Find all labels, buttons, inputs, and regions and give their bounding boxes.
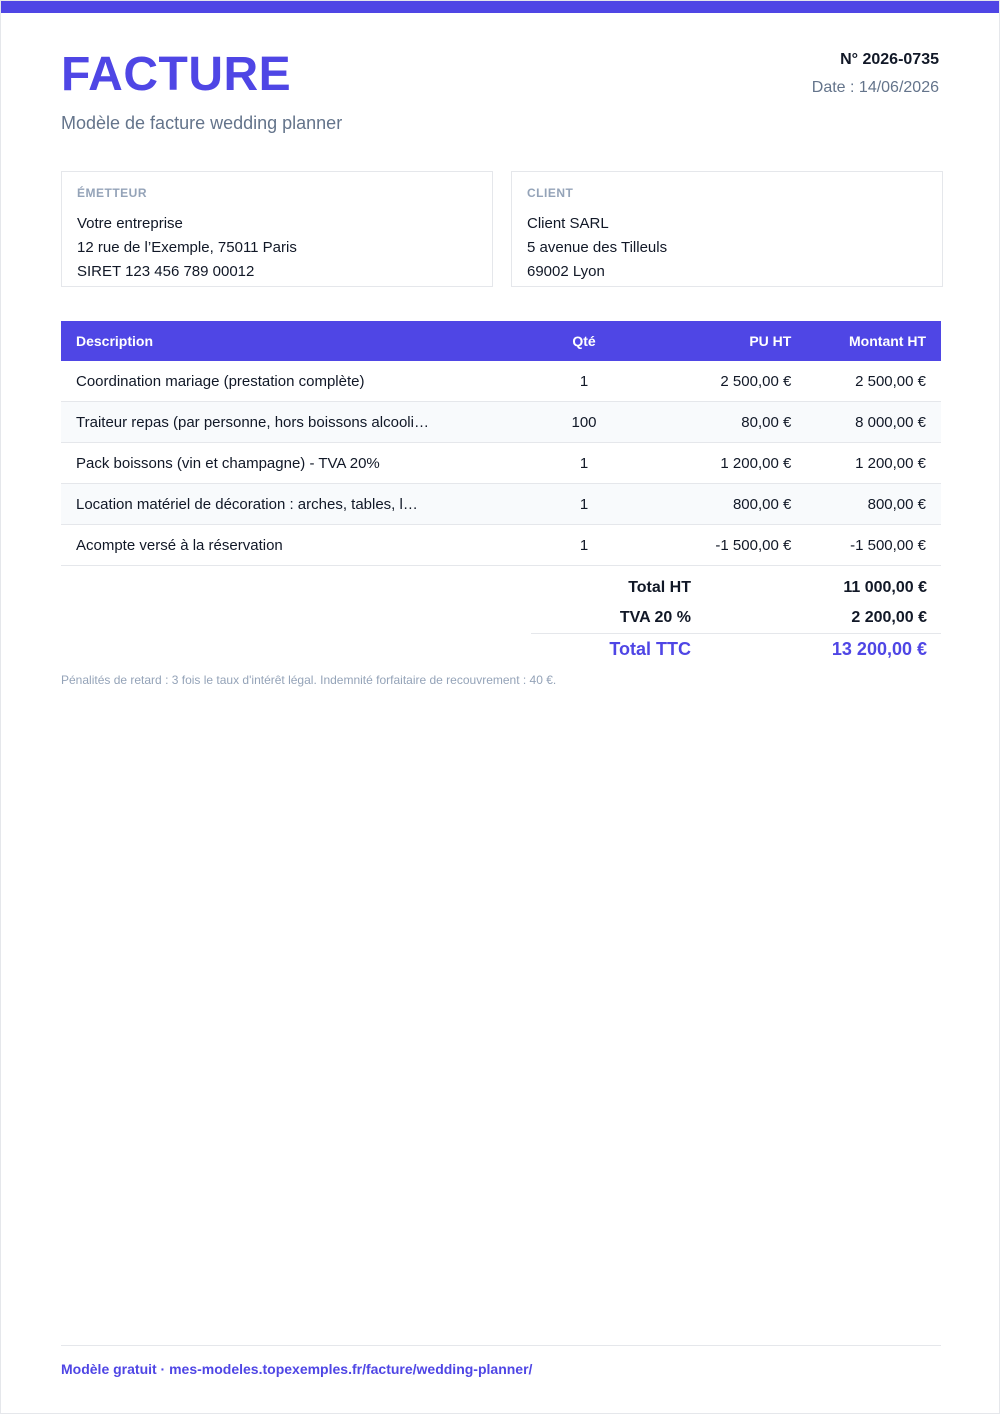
late-penalty-note: Pénalités de retard : 3 fois le taux d'intérêt légal. Indemnité forfaitaire de recouvrement : 40 €. — [61, 673, 557, 687]
row-unit-price: 800,00 € — [645, 484, 806, 525]
header-qty: Qté — [572, 333, 596, 349]
tva-value: 2 200,00 € — [851, 609, 927, 626]
items-table — [61, 321, 941, 566]
table-row — [61, 361, 941, 402]
total-ht-row — [531, 573, 941, 603]
header-amount: Montant HT — [849, 333, 926, 349]
table-header-row — [61, 321, 941, 361]
client-label: CLIENT — [527, 186, 574, 200]
row-unit-price: 1 200,00 € — [645, 443, 806, 484]
row-unit-price: -1 500,00 € — [645, 525, 806, 566]
top-accent-bar — [1, 1, 999, 13]
row-unit-price: 80,00 € — [645, 402, 806, 443]
table-row — [61, 402, 941, 443]
total-ht-label: Total HT — [628, 579, 691, 596]
tva-label: TVA 20 % — [619, 609, 691, 626]
issuer-label: ÉMETTEUR — [77, 186, 147, 200]
row-description: Location matériel de décoration : arches, tables, l… — [76, 495, 418, 513]
client-name: Client SARL — [527, 215, 609, 232]
invoice-meta — [812, 51, 939, 97]
table-row — [61, 525, 941, 566]
issuer-siret: SIRET 123 456 789 00012 — [77, 263, 255, 280]
invoice-date: Date : 14/06/2026 — [811, 79, 939, 96]
row-unit-price: 2 500,00 € — [645, 361, 806, 402]
total-ht-value: 11 000,00 € — [843, 579, 927, 596]
row-amount: -1 500,00 € — [806, 525, 941, 566]
table-row — [61, 443, 941, 484]
table-row — [61, 484, 941, 525]
issuer-box — [61, 171, 493, 287]
invoice-title: FACTURE — [61, 48, 292, 101]
row-description: Traiteur repas (par personne, hors boissons alcooli… — [76, 413, 429, 431]
row-qty: 1 — [523, 361, 646, 402]
row-qty: 1 — [523, 525, 646, 566]
total-ttc-row — [531, 633, 941, 664]
client-street: 5 avenue des Tilleuls — [527, 239, 668, 256]
total-ttc-label: Total TTC — [609, 638, 691, 659]
total-ttc-value: 13 200,00 € — [831, 638, 927, 659]
row-qty: 100 — [523, 402, 646, 443]
footer-divider — [61, 1345, 941, 1346]
issuer-name: Votre entreprise — [77, 215, 183, 232]
footer-link[interactable]: Modèle gratuit · mes-modeles.topexemples.fr/facture/wedding-planner/ — [61, 1361, 533, 1377]
header-description: Description — [76, 333, 154, 349]
row-amount: 2 500,00 € — [806, 361, 941, 402]
row-qty: 1 — [523, 484, 646, 525]
row-amount: 800,00 € — [806, 484, 941, 525]
row-description: Acompte versé à la réservation — [76, 536, 283, 554]
header-unit-price: PU HT — [749, 333, 792, 349]
totals-block — [531, 573, 941, 664]
issuer-address: 12 rue de l’Exemple, 75011 Paris — [77, 239, 297, 256]
client-city: 69002 Lyon — [527, 263, 605, 280]
client-box — [511, 171, 943, 287]
row-amount: 8 000,00 € — [806, 402, 941, 443]
row-description: Coordination mariage (prestation complète) — [76, 372, 365, 390]
row-amount: 1 200,00 € — [806, 443, 941, 484]
row-description: Pack boissons (vin et champagne) - TVA 20% — [76, 454, 380, 472]
invoice-number: N° 2026-0735 — [840, 51, 939, 68]
invoice-subtitle: Modèle de facture wedding planner — [61, 113, 343, 133]
row-qty: 1 — [523, 443, 646, 484]
tva-row — [531, 603, 941, 633]
